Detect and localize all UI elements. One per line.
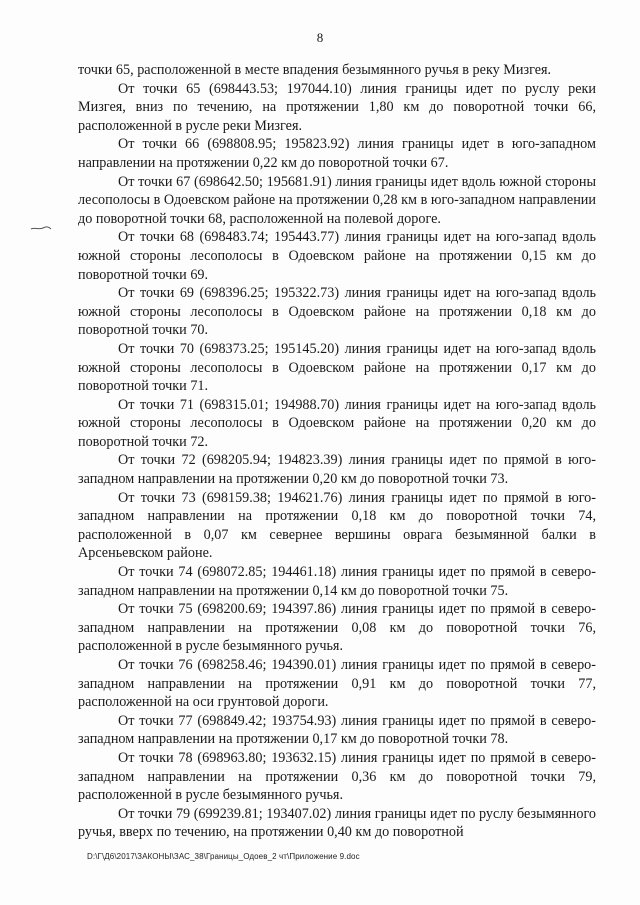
paragraph-continuation: точки 65, расположенной в месте впадения безымянного ручья в реку Мизгея. <box>78 62 552 78</box>
paragraph-point-75: От точки 75 (698200.69; 194397.86) линия границы идет по прямой в северо-западном направлении на протяжении 0,08 км до поворотной точки 76, расположенной в русле безымянного ручья. <box>78 601 596 655</box>
paragraph-point-72: От точки 72 (698205.94; 194823.39) линия границы идет по прямой в юго-западном направлении на протяжении 0,20 км до поворотной точки 73. <box>78 452 596 488</box>
paragraph-point-71: От точки 71 (698315.01; 194988.70) линия границы идет на юго-запад вдоль южной стороны лесополосы в Одоевском районе на протяжении 0,20 км до поворотной точки 72. <box>78 396 596 450</box>
paragraph-point-69: От точки 69 (698396.25; 195322.73) линия границы идет на юго-запад вдоль южной стороны лесополосы в Одоевском районе на протяжении 0,18 км до поворотной точки 70. <box>78 285 596 339</box>
paragraph-point-65: От точки 65 (698443.53; 197044.10) линия границы идет по руслу реки Мизгея, вниз по течению, на протяжении 1,80 км до поворотной точки 66, расположенной в русле реки Мизгея. <box>78 80 596 134</box>
paragraph-point-76: От точки 76 (698258.46; 194390.01) линия границы идет по прямой в северо-западном направлении на протяжении 0,91 км до поворотной точки 77, расположенной на оси грунтовой дороги. <box>78 657 596 711</box>
document-body <box>78 61 596 842</box>
paragraph-point-67: От точки 67 (698642.50; 195681.91) линия границы идет вдоль южной стороны лесополосы в Одоевском районе на протяжении 0,28 км в юго-западном направлении до поворотной точки 68, расположенной на полевой дороге. <box>78 173 596 227</box>
paragraph-point-68: От точки 68 (698483.74; 195443.77) линия границы идет на юго-запад вдоль южной стороны лесополосы в Одоевском районе на протяжении 0,15 км до поворотной точки 69. <box>78 229 596 283</box>
paragraph-point-74: От точки 74 (698072.85; 194461.18) линия границы идет по прямой в северо-западном направлении на протяжении 0,14 км до поворотной точки 75. <box>78 564 596 599</box>
footer-file-path: D:\Г\Д6\2017\ЗАКОНЫ\ЗАС_38\Границы_Одоев_2 чт\Приложение 9.doc <box>87 852 360 861</box>
paragraph-point-66: От точки 66 (698808.95; 195823.92) линия границы идет в юго-западном направлении на протяжении 0,22 км до поворотной точки 67. <box>78 136 596 171</box>
paragraph-point-78: От точки 78 (698963.80; 193632.15) линия границы идет по прямой в северо-западном направлении на протяжении 0,36 км до поворотной точки 79, расположенной в русле безымянного ручья. <box>78 749 596 804</box>
page-number: 8 <box>316 30 324 45</box>
paragraph-point-70: От точки 70 (698373.25; 195145.20) линия границы идет на юго-запад вдоль южной стороны лесополосы в Одоевском районе на протяжении 0,17 км до поворотной точки 71. <box>78 340 596 395</box>
paragraph-point-79: От точки 79 (699239.81; 193407.02) линия границы идет по руслу безымянного ручья, вверх по течению, на протяжении 0,40 км до поворотной <box>78 805 596 841</box>
margin-pen-mark <box>30 224 52 232</box>
paragraph-point-73: От точки 73 (698159.38; 194621.76) линия границы идет по прямой в юго-западном направлении на протяжении 0,18 км до поворотной точки 74, расположенной в 0,07 км севернее вершины оврага безымянной балки в Арсеньевском районе. <box>78 489 596 562</box>
paragraph-point-77: От точки 77 (698849.42; 193754.93) линия границы идет по прямой в северо-западном направлении на протяжении 0,17 км до поворотной точки 78. <box>78 712 596 748</box>
